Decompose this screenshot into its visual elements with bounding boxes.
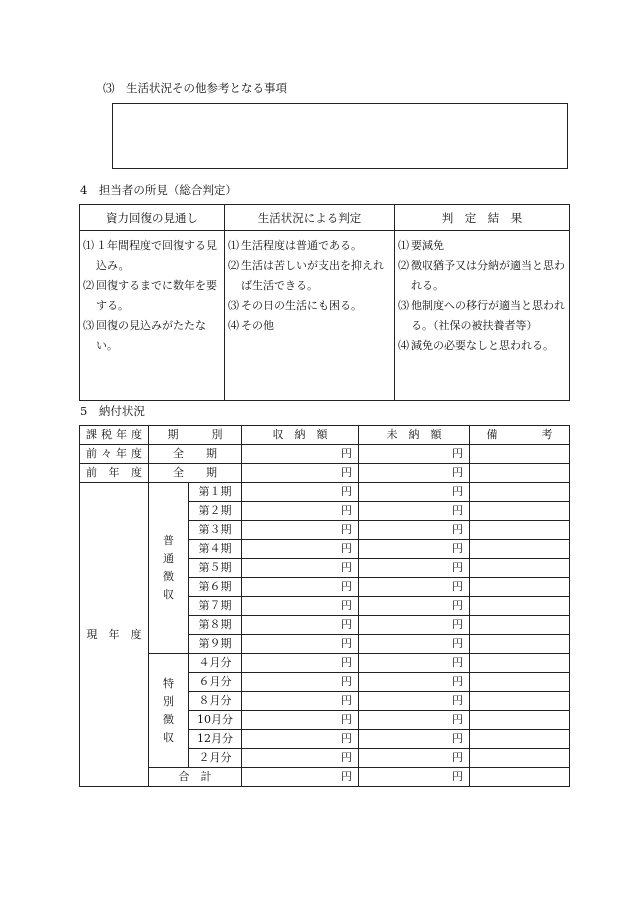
payment-status-table — [79, 425, 570, 787]
findings-table — [79, 204, 570, 401]
remarks-cell[interactable] — [470, 540, 570, 559]
living-judgment-header: 生活状況による判定 — [225, 205, 395, 231]
total-row — [80, 768, 570, 787]
unpaid-amount-cell[interactable]: 円 — [359, 578, 470, 597]
period-cell: ２月分 — [189, 749, 242, 768]
findings-header-row — [80, 205, 570, 231]
living-item: ⑶ その日の生活にも困る。 — [228, 299, 362, 312]
recovery-outlook-header: 資力回復の見通し — [80, 205, 225, 231]
period-cell: 第８期 — [189, 616, 242, 635]
payment-header-row — [80, 426, 570, 445]
judgment-result-cell — [395, 231, 570, 401]
table-row — [80, 464, 570, 483]
period-cell: 第３期 — [189, 521, 242, 540]
received-amount-cell[interactable]: 円 — [242, 502, 359, 521]
period-cell: 第１期 — [189, 483, 242, 502]
remarks-cell[interactable] — [470, 673, 570, 692]
special-collection-label — [149, 654, 189, 768]
remarks-cell[interactable] — [470, 464, 570, 483]
recovery-item: ⑶ 回復の見込みがたたない。 — [83, 319, 206, 352]
period-cell: 全 期 — [149, 445, 242, 464]
findings-body-row — [80, 231, 570, 401]
table-row — [80, 654, 570, 673]
unpaid-amount-cell[interactable]: 円 — [359, 711, 470, 730]
received-amount-cell[interactable]: 円 — [242, 692, 359, 711]
section3-heading: ⑶ 生活状況その他参考となる事項 — [103, 81, 287, 95]
remarks-cell[interactable] — [470, 578, 570, 597]
unpaid-amount-cell[interactable]: 円 — [359, 559, 470, 578]
result-item: ⑴ 要減免 — [398, 239, 444, 252]
unpaid-amount-cell[interactable]: 円 — [359, 483, 470, 502]
special-collection-label-char: 特 — [163, 676, 174, 690]
total-label: 合 計 — [149, 768, 242, 787]
remarks-cell[interactable] — [470, 730, 570, 749]
remarks-cell[interactable] — [470, 483, 570, 502]
living-judgment-cell — [225, 231, 395, 401]
period-cell: ４月分 — [189, 654, 242, 673]
unpaid-amount-cell[interactable]: 円 — [359, 692, 470, 711]
recovery-item: ⑴ １年間程度で回復する見込み。 — [83, 239, 217, 272]
unpaid-amount-cell[interactable]: 円 — [359, 597, 470, 616]
remarks-cell[interactable] — [470, 654, 570, 673]
unpaid-amount-cell[interactable]: 円 — [359, 673, 470, 692]
unpaid-amount-cell[interactable]: 円 — [359, 768, 470, 787]
result-item: ⑶ 他制度への移行が適当と思われる。（社保の被扶養者等） — [398, 299, 565, 332]
tax-year-header: 課税年度 — [80, 426, 149, 445]
received-amount-cell[interactable]: 円 — [242, 445, 359, 464]
special-collection-label-char: 徴 — [163, 712, 174, 726]
result-item: ⑵ 徴収猶予又は分納が適当と思われる。 — [398, 259, 565, 292]
unpaid-amount-cell[interactable]: 円 — [359, 445, 470, 464]
section4-heading: 4 担当者の所見（総合判定） — [80, 183, 237, 197]
period-cell: 第２期 — [189, 502, 242, 521]
remarks-cell[interactable] — [470, 445, 570, 464]
remarks-cell[interactable] — [470, 635, 570, 654]
remarks-cell[interactable] — [470, 692, 570, 711]
period-cell: 第７期 — [189, 597, 242, 616]
period-cell: ８月分 — [189, 692, 242, 711]
period-cell: 全 期 — [149, 464, 242, 483]
ordinary-collection-label-char: 普 — [163, 534, 174, 547]
living-item: ⑷ その他 — [228, 319, 274, 332]
unpaid-amount-cell[interactable]: 円 — [359, 502, 470, 521]
received-amount-cell[interactable]: 円 — [242, 540, 359, 559]
remarks-cell[interactable] — [470, 597, 570, 616]
period-cell: 第４期 — [189, 540, 242, 559]
period-cell: 10月分 — [189, 711, 242, 730]
judgment-result-header: 判 定 結 果 — [395, 205, 570, 231]
received-amount-cell[interactable]: 円 — [242, 597, 359, 616]
unpaid-amount-cell[interactable]: 円 — [359, 540, 470, 559]
remarks-cell[interactable] — [470, 559, 570, 578]
period-cell: 12月分 — [189, 730, 242, 749]
period-cell: ６月分 — [189, 673, 242, 692]
unpaid-header: 未 納 額 — [359, 426, 470, 445]
period-cell: 第５期 — [189, 559, 242, 578]
received-amount-cell[interactable]: 円 — [242, 464, 359, 483]
reference-notes-box — [112, 103, 568, 169]
received-amount-cell[interactable]: 円 — [242, 616, 359, 635]
received-amount-cell[interactable]: 円 — [242, 673, 359, 692]
ordinary-collection-label-char: 通 — [163, 552, 174, 565]
received-amount-cell[interactable]: 円 — [242, 578, 359, 597]
received-header: 収 納 額 — [242, 426, 359, 445]
remarks-header: 備 考 — [470, 426, 570, 445]
period-cell: 第９期 — [189, 635, 242, 654]
recovery-outlook-cell — [80, 231, 225, 401]
unpaid-amount-cell[interactable]: 円 — [359, 654, 470, 673]
period-header: 期 別 — [149, 426, 242, 445]
remarks-cell[interactable] — [470, 521, 570, 540]
section5-heading: 5 納付状況 — [80, 404, 145, 418]
living-item: ⑵ 生活は苦しいが支出を抑えれば生活できる。 — [228, 259, 384, 292]
special-collection-label-char: 収 — [163, 730, 174, 744]
table-row — [80, 445, 570, 464]
special-collection-label-char: 別 — [163, 694, 174, 708]
remarks-cell[interactable] — [470, 616, 570, 635]
unpaid-amount-cell[interactable]: 円 — [359, 749, 470, 768]
received-amount-cell[interactable]: 円 — [242, 559, 359, 578]
table-row — [80, 483, 570, 502]
tax-year-cell: 前年度 — [80, 464, 149, 483]
ordinary-collection-label-char: 収 — [163, 588, 174, 601]
received-amount-cell[interactable]: 円 — [242, 749, 359, 768]
remarks-cell[interactable] — [470, 768, 570, 787]
received-amount-cell[interactable]: 円 — [242, 730, 359, 749]
remarks-cell[interactable] — [470, 711, 570, 730]
current-year-cell: 現 年 度 — [80, 483, 149, 787]
result-item: ⑷ 減免の必要なしと思われる。 — [398, 339, 554, 352]
ordinary-collection-label-char: 徴 — [163, 570, 174, 583]
remarks-cell[interactable] — [470, 502, 570, 521]
recovery-item: ⑵ 回復するまでに数年を要する。 — [83, 279, 217, 312]
unpaid-amount-cell[interactable]: 円 — [359, 616, 470, 635]
period-cell: 第６期 — [189, 578, 242, 597]
received-amount-cell[interactable]: 円 — [242, 635, 359, 654]
remarks-cell[interactable] — [470, 749, 570, 768]
unpaid-amount-cell[interactable]: 円 — [359, 635, 470, 654]
unpaid-amount-cell[interactable]: 円 — [359, 730, 470, 749]
unpaid-amount-cell[interactable]: 円 — [359, 464, 470, 483]
received-amount-cell[interactable]: 円 — [242, 654, 359, 673]
tax-year-cell: 前々年度 — [80, 445, 149, 464]
living-item: ⑴ 生活程度は普通である。 — [228, 239, 362, 252]
received-amount-cell[interactable]: 円 — [242, 521, 359, 540]
received-amount-cell[interactable]: 円 — [242, 768, 359, 787]
unpaid-amount-cell[interactable]: 円 — [359, 521, 470, 540]
ordinary-collection-label — [149, 483, 189, 654]
received-amount-cell[interactable]: 円 — [242, 711, 359, 730]
received-amount-cell[interactable]: 円 — [242, 483, 359, 502]
